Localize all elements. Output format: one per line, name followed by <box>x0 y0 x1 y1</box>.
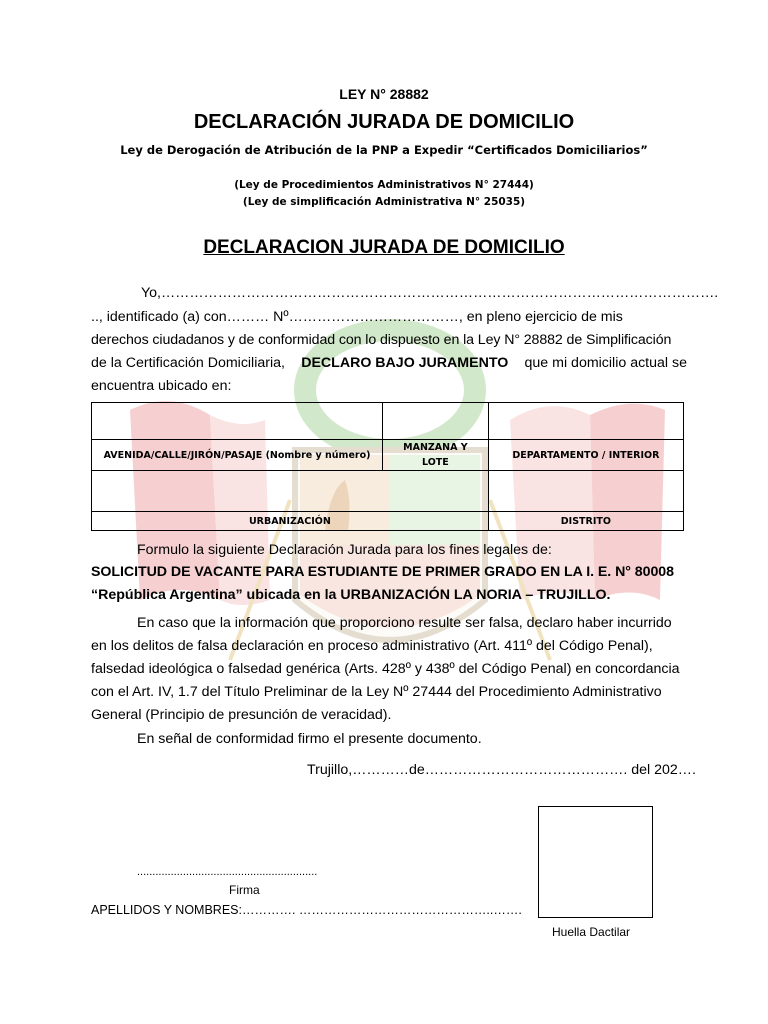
departamento-input-cell[interactable] <box>488 403 683 440</box>
departamento-label: DEPARTAMENTO / INTERIOR <box>488 440 683 471</box>
address-table <box>91 402 684 531</box>
signature-line[interactable]: ........................................................... <box>137 866 318 878</box>
distrito-input-cell[interactable] <box>488 471 683 512</box>
declaration-law-line: derechos ciudadanos y de conformidad con lo dispuesto en la Ley N° 28882 de Simplificación <box>91 332 672 348</box>
distrito-label: DISTRITO <box>488 512 683 531</box>
street-input-cell[interactable] <box>92 403 383 440</box>
purpose-line-1: SOLICITUD DE VACANTE PARA ESTUDIANTE DE PRIMER GRADO EN LA I. E. N° 80008 <box>91 564 674 580</box>
names-line[interactable]: APELLIDOS Y NOMBRES:…………. ………………………………………..……. <box>91 903 522 917</box>
purpose-intro: Formulo la siguiente Declaración Jurada para los fines legales de: <box>137 542 552 558</box>
declaration-yo-line: Yo,………………………………………………………………………………………………………. <box>141 285 719 301</box>
manzana-input-cell[interactable] <box>383 403 489 440</box>
reference-law-1: (Ley de Procedimientos Administrativos N° 27444) <box>234 179 534 191</box>
fingerprint-box[interactable] <box>538 806 653 918</box>
warning-line-4: con el Art. IV, 1.7 del Título Preliminar de la Ley Nº 27444 del Procedimiento Administrativo <box>91 684 662 700</box>
manzana-label: MANZANA Y LOTE <box>383 440 489 471</box>
fingerprint-label: Huella Dactilar <box>552 925 631 939</box>
conformity-line: En señal de conformidad firmo el presente documento. <box>137 731 482 747</box>
urbanizacion-label: URBANIZACIÓN <box>92 512 489 531</box>
warning-line-5: General (Principio de presunción de veracidad). <box>91 707 392 723</box>
section-title-text: DECLARACION JURADA DE DOMICILIO <box>203 237 565 258</box>
signature-label: Firma <box>229 883 260 897</box>
declaration-location-line: encuentra ubicado en: <box>91 378 232 394</box>
oath-declaro: DECLARO BAJO JURAMENTO <box>301 355 509 371</box>
main-title: DECLARACIÓN JURADA DE DOMICILIO <box>193 111 575 133</box>
section-title <box>0 237 768 259</box>
law-number: LEY N° 28882 <box>339 86 429 102</box>
date-line[interactable]: Trujillo,…………de……………………………………. del 202…. <box>307 762 696 778</box>
purpose-line-2: “República Argentina” ubicada en la URBANIZACIÓN LA NORIA – TRUJILLO. <box>91 587 611 603</box>
oath-suffix: que mi domicilio actual se <box>524 355 687 371</box>
subtitle: Ley de Derogación de Atribución de la PNP a Expedir “Certificados Domiciliarios” <box>120 143 648 157</box>
declaration-id-line: .., identificado (a) con……… Nº………………………………, en pleno ejercicio de mis <box>91 309 623 325</box>
urbanizacion-input-cell[interactable] <box>92 471 489 512</box>
warning-line-1: En caso que la información que proporciono resulte ser falsa, declaro haber incurrido <box>137 615 672 631</box>
warning-line-2: en los delitos de falsa declaración en proceso administrativo (Art. 411º del Código Penal), <box>91 638 653 654</box>
street-label: AVENIDA/CALLE/JIRÓN/PASAJE (Nombre y número) <box>92 440 383 471</box>
declaration-oath-line <box>91 355 687 371</box>
reference-law-2: (Ley de simplificación Administrativa N° 25035) <box>242 196 526 208</box>
oath-prefix: de la Certificación Domiciliaria, <box>91 355 285 371</box>
warning-line-3: falsedad ideológica o falsedad genérica (Arts. 428º y 438º del Código Penal) en concordancia <box>91 661 680 677</box>
